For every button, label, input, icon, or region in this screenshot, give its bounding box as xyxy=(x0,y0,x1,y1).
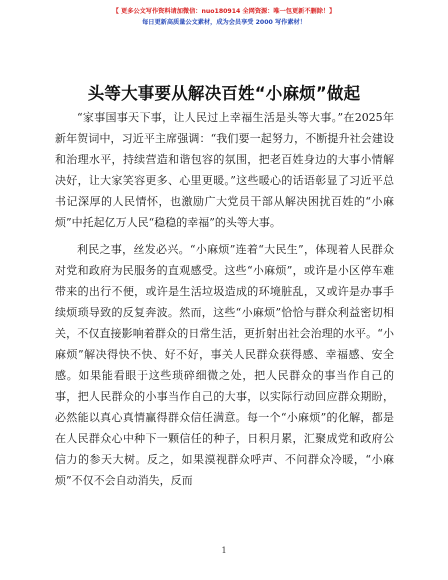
banner-line-2: 每日更新高质量公文素材，成为会员享受 2000 写作素材！ xyxy=(142,19,306,26)
page-number: 1 xyxy=(221,546,227,555)
paragraph-2: 利民之事，丝发必兴。“小麻烦”连着“大民生”，体现着人民群众对党和政府为民服务的直观感受。这些“小麻烦”，或许是小区停车难带来的出行不便，或许是生活垃圾造成的环境脏乱，又或许是办事手续烦琐导致的反复奔波。然而，这些“小麻烦”恰恰与群众利益密切相关，不仅直接影响着群众的日常生活，更折射出社会治理的水平。“小麻烦”解决得快不快、好不好，事关人民群众获得感、幸福感、安全感。如果能看眼于这些琐碎细微之处，把人民群众的事当作自己的事，把人民群众的小事当作自己的大事，以实际行动回应群众期盼，必然能以真心真情赢得群众信任满意。每一个“小麻烦”的化解，都是在人民群众心中种下一颗信任的种子，日积月累，汇聚成党和政府公信力的参天大树。反之，如果漠视群众呼声、不问群众冷暖，“小麻烦”不仅不会自动消失，反而 xyxy=(55,243,394,487)
promo-banner xyxy=(0,6,448,28)
banner-line-1: 【 更多公文写作资料请加微信：nuo180914 全网资源：唯一包更新不删除！】 xyxy=(112,8,336,15)
document-body xyxy=(55,107,394,491)
document-title: 头等大事要从解决百姓“小麻烦”做起 xyxy=(87,84,361,103)
paragraph-1: “家事国事天下事，让人民过上幸福生活是头等大事。”在2025年新年贺词中，习近平主席强调：“我们要一起努力，不断提升社会建设和治理水平，持续营造和谐包容的氛围，把老百姓身边的大事小情解决好，让大家笑容更多、心里更暖。”这些暖心的话语彰显了习近平总书记深厚的人民情怀，也激励广大党员干部从解决困扰百姓的“小麻烦”中托起亿万人民“稳稳的幸福”的头等大事。 xyxy=(55,111,394,229)
